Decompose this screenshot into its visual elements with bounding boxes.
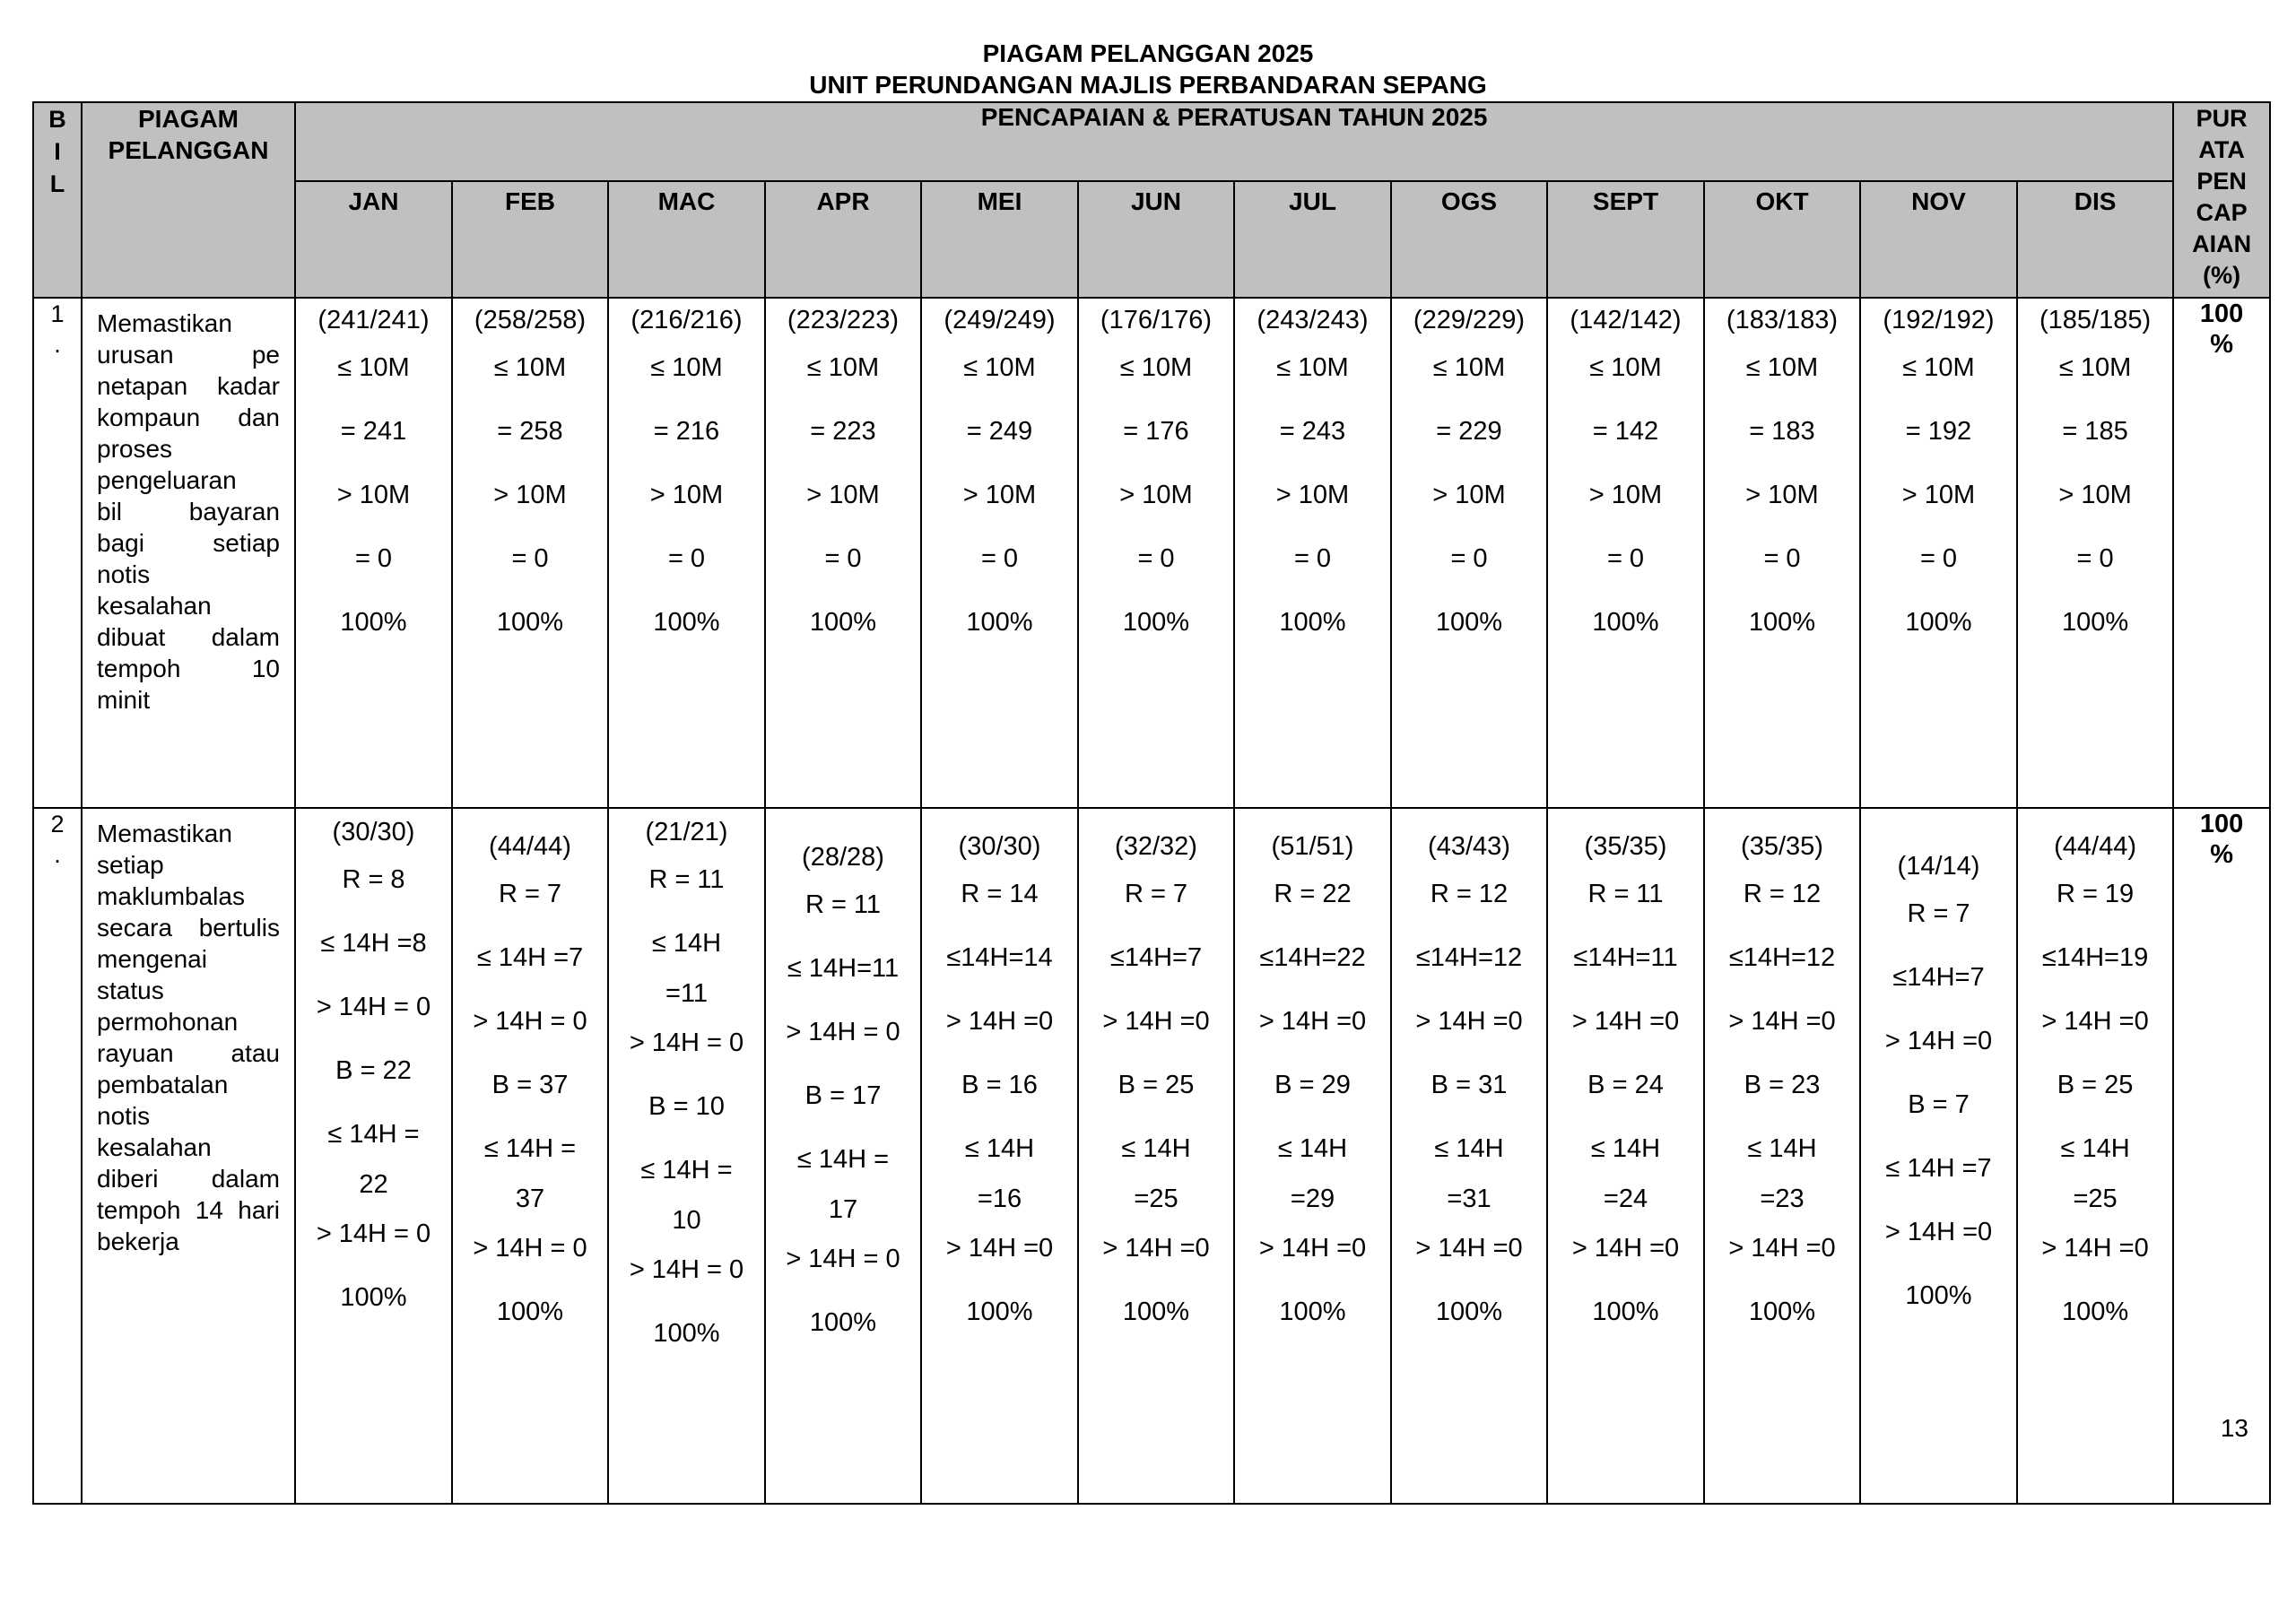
month-cell-dis: (185/185) ≤ 10M = 185 > 10M = 0 100%: [2017, 298, 2173, 808]
month-cell-okt: (183/183) ≤ 10M = 183 > 10M = 0 100%: [1704, 298, 1860, 808]
month-header-jul: JUL: [1234, 181, 1391, 298]
month-header-jan: JAN: [295, 181, 452, 298]
month-header-row: [33, 181, 2270, 298]
month-cell-mei: (249/249) ≤ 10M = 249 > 10M = 0 100%: [921, 298, 1078, 808]
month-cell-jun: (176/176) ≤ 10M = 176 > 10M = 0 100%: [1078, 298, 1234, 808]
table-row: [33, 808, 2270, 1504]
month-cell-mei: (30/30) R = 14 ≤14H=14 > 14H =0 B = 16 ≤ 14H =16 > 14H =0 100%: [921, 808, 1078, 1504]
month-cell-ogs: (229/229) ≤ 10M = 229 > 10M = 0 100%: [1391, 298, 1547, 808]
month-cell-feb: (44/44) R = 7 ≤ 14H =7 > 14H = 0 B = 37 ≤ 14H = 37 > 14H = 0 100%: [452, 808, 608, 1504]
page-title: [0, 38, 2296, 100]
month-cell-mac: (216/216) ≤ 10M = 216 > 10M = 0 100%: [608, 298, 765, 808]
month-cell-feb: (258/258) ≤ 10M = 258 > 10M = 0 100%: [452, 298, 608, 808]
title-line-2: UNIT PERUNDANGAN MAJLIS PERBANDARAN SEPANG: [809, 71, 1487, 99]
month-header-okt: OKT: [1704, 181, 1860, 298]
table-row: [33, 298, 2270, 808]
charter-description: Memastikan urusan pe netapan kadar kompaun dan proses pengeluaran bil bayaran bagi setiap notis kesalahan dibuat dalam tempoh 10 minit: [82, 298, 295, 808]
month-header-dis: DIS: [2017, 181, 2173, 298]
customer-charter-table: [32, 101, 2271, 1505]
month-cell-nov: (14/14) R = 7 ≤14H=7 > 14H =0 B = 7 ≤ 14H =7 > 14H =0 100%: [1860, 808, 2017, 1504]
bil-header: B I L: [33, 102, 82, 298]
month-cell-nov: (192/192) ≤ 10M = 192 > 10M = 0 100%: [1860, 298, 2017, 808]
month-cell-sept: (35/35) R = 11 ≤14H=11 > 14H =0 B = 24 ≤ 14H =24 > 14H =0 100%: [1547, 808, 1704, 1504]
charter-description: Memastikan setiap maklumbalas secara bertulis mengenai status permohonan rayuan atau pembatalan notis kesalahan diberi dalam tempoh 14 hari bekerja: [82, 808, 295, 1504]
month-cell-apr: (223/223) ≤ 10M = 223 > 10M = 0 100%: [765, 298, 921, 808]
month-header-sept: SEPT: [1547, 181, 1704, 298]
month-cell-jun: (32/32) R = 7 ≤14H=7 > 14H =0 B = 25 ≤ 14H =25 > 14H =0 100%: [1078, 808, 1234, 1504]
title-line-1: PIAGAM PELANGGAN 2025: [982, 39, 1314, 67]
month-cell-ogs: (43/43) R = 12 ≤14H=12 > 14H =0 B = 31 ≤ 14H =31 > 14H =0 100%: [1391, 808, 1547, 1504]
purata-value: 100 %: [2173, 298, 2270, 808]
month-header-mei: MEI: [921, 181, 1078, 298]
page-number: 13: [2220, 1414, 2248, 1442]
month-cell-apr: (28/28) R = 11 ≤ 14H=11 > 14H = 0 B = 17 ≤ 14H = 17 > 14H = 0 100%: [765, 808, 921, 1504]
month-header-ogs: OGS: [1391, 181, 1547, 298]
row-number: 1 .: [33, 298, 82, 808]
charter-body: [33, 298, 2270, 1504]
month-cell-mac: (21/21) R = 11 ≤ 14H =11 > 14H = 0 B = 10 ≤ 14H = 10 > 14H = 0 100%: [608, 808, 765, 1504]
month-header-jun: JUN: [1078, 181, 1234, 298]
month-cell-jan: (30/30) R = 8 ≤ 14H =8 > 14H = 0 B = 22 ≤ 14H = 22 > 14H = 0 100%: [295, 808, 452, 1504]
month-header-feb: FEB: [452, 181, 608, 298]
month-header-mac: MAC: [608, 181, 765, 298]
month-header-nov: NOV: [1860, 181, 2017, 298]
month-header-apr: APR: [765, 181, 921, 298]
piagam-header: PIAGAM PELANGGAN: [82, 102, 295, 298]
pencapaian-header: PENCAPAIAN & PERATUSAN TAHUN 2025: [295, 102, 2173, 181]
month-cell-jul: (51/51) R = 22 ≤14H=22 > 14H =0 B = 29 ≤ 14H =29 > 14H =0 100%: [1234, 808, 1391, 1504]
month-cell-jul: (243/243) ≤ 10M = 243 > 10M = 0 100%: [1234, 298, 1391, 808]
month-cell-sept: (142/142) ≤ 10M = 142 > 10M = 0 100%: [1547, 298, 1704, 808]
month-cell-dis: (44/44) R = 19 ≤14H=19 > 14H =0 B = 25 ≤ 14H =25 > 14H =0 100%: [2017, 808, 2173, 1504]
purata-value: 100 %: [2173, 808, 2270, 1504]
purata-header: PUR ATA PEN CAP AIAN (%): [2173, 102, 2270, 298]
row-number: 2 .: [33, 808, 82, 1504]
month-cell-okt: (35/35) R = 12 ≤14H=12 > 14H =0 B = 23 ≤ 14H =23 > 14H =0 100%: [1704, 808, 1860, 1504]
month-cell-jan: (241/241) ≤ 10M = 241 > 10M = 0 100%: [295, 298, 452, 808]
